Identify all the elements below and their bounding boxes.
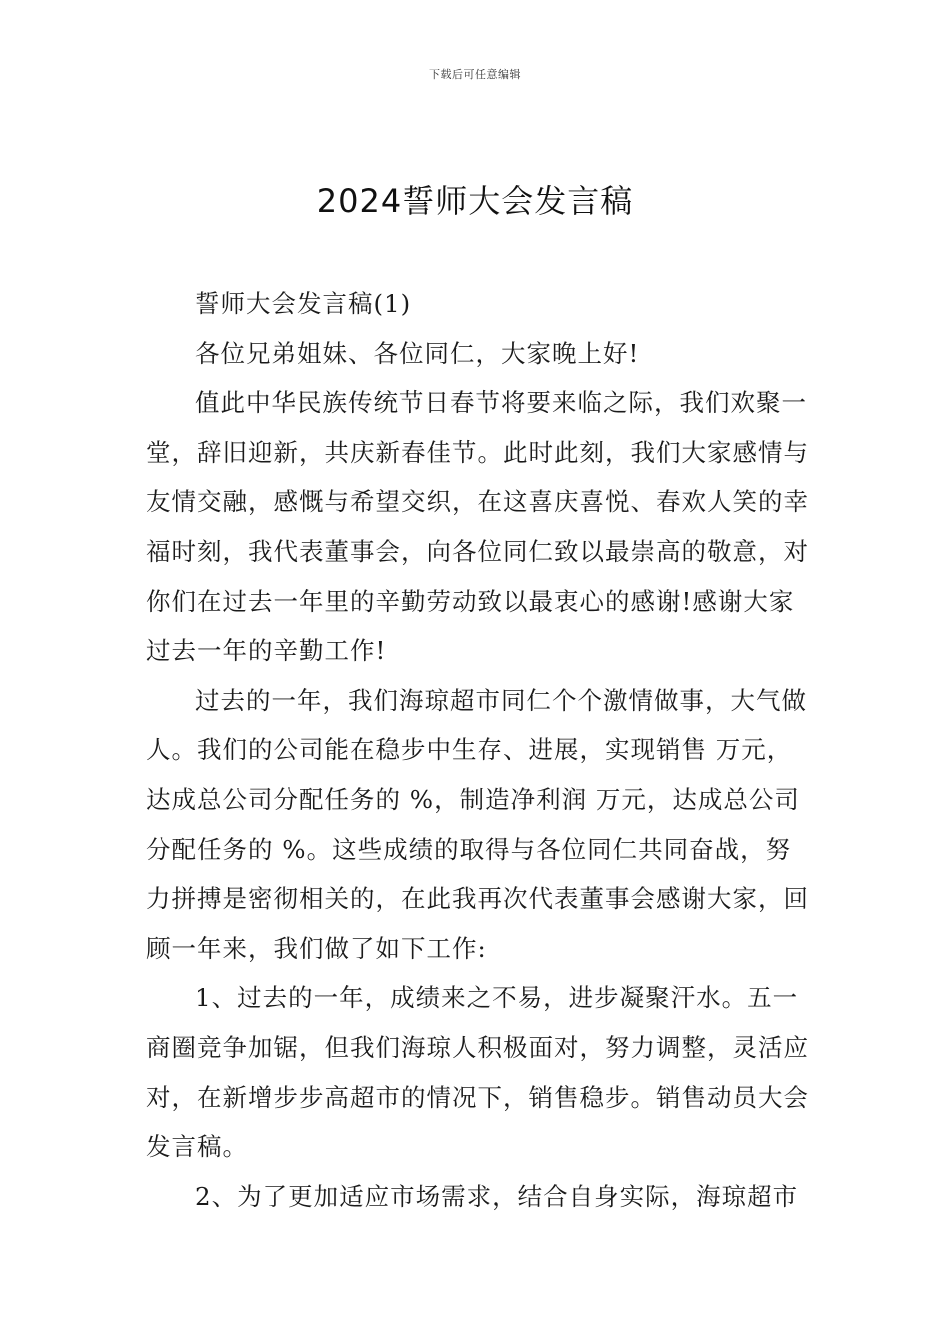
document-body: [146, 279, 816, 1221]
header-note: 下载后可任意编辑: [429, 68, 521, 81]
section-heading: 誓师大会发言稿(1): [195, 289, 412, 318]
document-title: 2024誓师大会发言稿: [316, 182, 634, 220]
body-paragraph: 过去的一年，我们海琼超市同仁个个激情做事，大气做人。我们的公司能在稳步中生存、进展，实现销售 万元，达成总公司分配任务的 %，制造净利润 万元，达成总公司分配任务的 %。这些成绩的取得与各位同仁共同奋战，努力拼搏是密彻相关的，在此我再次代表董事会感谢大家，回顾一年来，我们做了如下工作:: [146, 685, 809, 963]
body-paragraph: 值此中华民族传统节日春节将要来临之际，我们欢聚一堂，辞旧迎新，共庆新春佳节。此时此刻，我们大家感情与友情交融，感慨与希望交织，在这喜庆喜悦、春欢人笑的幸福时刻，我代表董事会，向各位同仁致以最崇高的敬意，对你们在过去一年里的辛勤劳动致以最衷心的感谢!感谢大家过去一年的辛勤工作!: [146, 388, 809, 666]
body-paragraph: 1、过去的一年，成绩来之不易，进步凝聚汗水。五一商圈竞争加锯，但我们海琼人积极面对，努力调整，灵活应对，在新增步步高超市的情况下，销售稳步。销售动员大会发言稿。: [146, 983, 809, 1162]
greeting-paragraph: 各位兄弟姐妹、各位同仁，大家晚上好!: [195, 338, 640, 368]
body-paragraph: 2、为了更加适应市场需求，结合自身实际，海琼超市: [195, 1181, 799, 1211]
